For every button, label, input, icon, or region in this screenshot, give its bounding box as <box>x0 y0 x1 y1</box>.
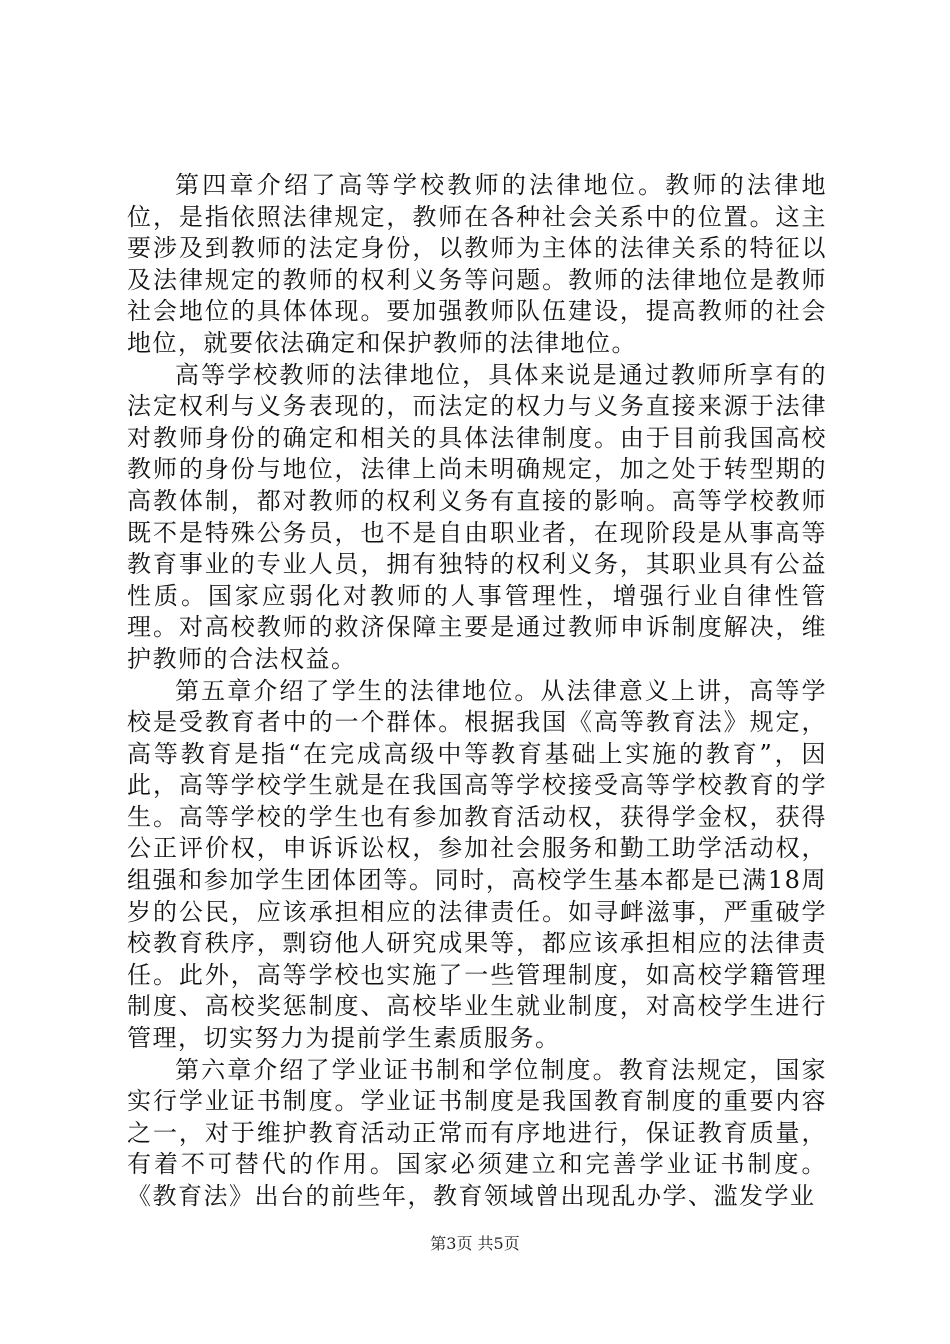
page-number: 第3页 共5页 <box>430 1234 520 1253</box>
paragraph-chapter-5: 第五章介绍了学生的法律地位。从法律意义上讲，高等学校是受教育者中的一个群体。根据我国《高等教育法》规定，高等教育是指“在完成高级中等教育基础上实施的教育”，因此，高等学校学生就是在我国高等学校接受高等学校教育的学生。高等学校的学生也有参加教育活动权，获得学金权，获得公正评价权，申诉诉讼权，参加社会服务和勤工助学活动权，组强和参加学生团体团等。同时，高校学生基本都是已满18周岁的公民，应该承担相应的法律责任。如寻衅滋事，严重破学校教育秩序，剽窃他人研究成果等，都应该承担相应的法律责任。此外，高等学校也实施了一些管理制度，如高校学籍管理制度、高校奖惩制度、高校毕业生就业制度，对高校学生进行管理，切实努力为提前学生素质服务。 <box>127 676 827 1053</box>
paragraph-chapter-6: 第六章介绍了学业证书制和学位制度。教育法规定，国家实行学业证书制度。学业证书制度是我国教育制度的重要内容之一，对于维护教育活动正常而有序地进行，保证教育质量，有着不可替代的作用。国家必须建立和完善学业证书制度。《教育法》出台的前些年，教育领域曾出现乱办学、滥发学业 <box>127 1055 827 1210</box>
page-footer <box>0 1234 950 1254</box>
paragraph-teacher-legal-status: 高等学校教师的法律地位，具体来说是通过教师所享有的法定权利与义务表现的，而法定的权力与义务直接来源于法律对教师身份的确定和相关的具体法律制度。由于目前我国高校教师的身份与地位，法律上尚未明确规定，加之处于转型期的高教体制，都对教师的权利义务有直接的影响。高等学校教师既不是特殊公务员，也不是自由职业者，在现阶段是从事高等教育事业的专业人员，拥有独特的权利义务，其职业具有公益性质。国家应弱化对教师的人事管理性，增强行业自律性管理。对高校教师的救济保障主要是通过教师申诉制度解决，维护教师的合法权益。 <box>127 360 827 673</box>
document-body <box>127 170 827 1213</box>
paragraph-chapter-4: 第四章介绍了高等学校教师的法律地位。教师的法律地位，是指依照法律规定，教师在各种社会关系中的位置。这主要涉及到教师的法定身份，以教师为主体的法律关系的特征以及法律规定的教师的权利义务等问题。教师的法律地位是教师社会地位的具体体现。要加强教师队伍建设，提高教师的社会地位，就要依法确定和保护教师的法律地位。 <box>127 171 827 357</box>
